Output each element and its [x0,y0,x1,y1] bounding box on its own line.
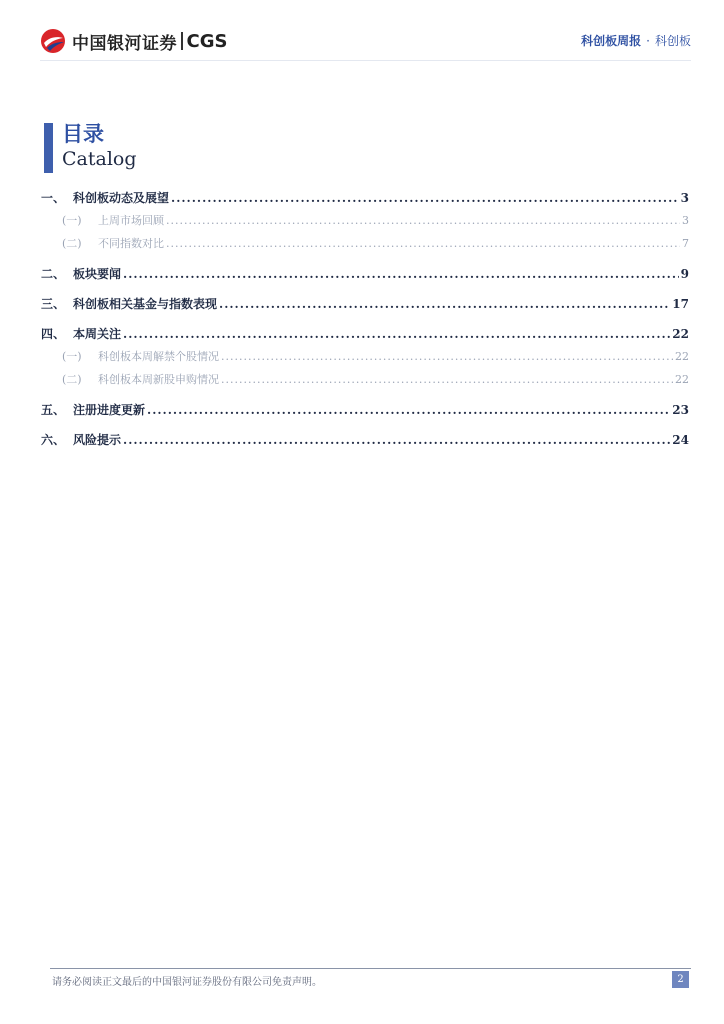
report-header-label [581,32,691,49]
toc-label: 不同指数对比 [98,237,164,250]
toc-leader [171,191,679,205]
logo-english-text: CGS [186,30,228,52]
toc-entry[interactable] [41,265,689,288]
title-accent-bar [44,123,53,173]
toc-page: 17 [672,297,689,311]
toc-number: 六、 [41,433,66,447]
toc-page: 24 [672,433,689,447]
toc-page: 3 [682,214,689,227]
header-divider [40,60,691,61]
toc-number: (一) [62,214,82,227]
catalog-title-cn: 目录 [62,122,104,146]
toc-leader [221,350,673,363]
toc-number: (一) [62,350,82,363]
page-number: 2 [672,971,689,988]
toc-leader [123,433,670,447]
galaxy-logo-icon [40,28,66,54]
toc-number: 一、 [41,191,66,205]
toc-entry[interactable] [41,325,689,348]
toc-label: 科创板本周新股申购情况 [98,373,219,386]
report-type: 科创板周报 [581,34,642,48]
toc-number: 四、 [41,327,66,341]
company-logo [40,28,227,54]
toc-label: 科创板动态及展望 [73,191,170,205]
toc-entry[interactable] [41,371,689,394]
toc-entry[interactable] [41,189,689,212]
toc-page: 22 [675,373,689,386]
toc-page: 7 [682,237,689,250]
toc-entry[interactable] [41,235,689,258]
header-separator: · [646,34,650,48]
toc-label: 科创板相关基金与指数表现 [73,297,218,311]
footer-disclaimer: 请务必阅读正文最后的中国银河证券股份有限公司免责声明。 [52,977,322,988]
toc-number: 二、 [41,267,66,281]
toc-leader [221,373,673,386]
toc-number: 五、 [41,403,66,417]
toc-page: 23 [672,403,689,417]
toc-leader [147,403,670,417]
toc-entry[interactable] [41,212,689,235]
toc-label: 上周市场回顾 [98,214,164,227]
toc-page: 22 [675,350,689,363]
toc-number: (二) [62,237,82,250]
catalog-title-en: Catalog [62,148,137,170]
footer-divider [50,968,691,969]
toc-label: 风险提示 [73,433,122,447]
toc-leader [123,267,679,281]
toc-entry[interactable] [41,295,689,318]
toc-entry[interactable] [41,431,689,454]
toc-label: 板块要闻 [73,267,122,281]
toc-page: 22 [672,327,689,341]
toc-leader [123,327,670,341]
table-of-contents [41,189,689,454]
logo-divider [181,32,183,50]
toc-label: 注册进度更新 [73,403,146,417]
toc-leader [219,297,670,311]
toc-label: 本周关注 [73,327,122,341]
logo-chinese-text: 中国银河证券 [72,33,177,54]
toc-page: 3 [680,191,689,205]
report-section: 科创板 [654,34,691,48]
toc-label: 科创板本周解禁个股情况 [98,350,219,363]
toc-leader [166,237,680,250]
toc-leader [166,214,680,227]
toc-entry[interactable] [41,348,689,371]
toc-number: 三、 [41,297,66,311]
toc-number: (二) [62,373,82,386]
toc-entry[interactable] [41,401,689,424]
toc-page: 9 [680,267,689,281]
